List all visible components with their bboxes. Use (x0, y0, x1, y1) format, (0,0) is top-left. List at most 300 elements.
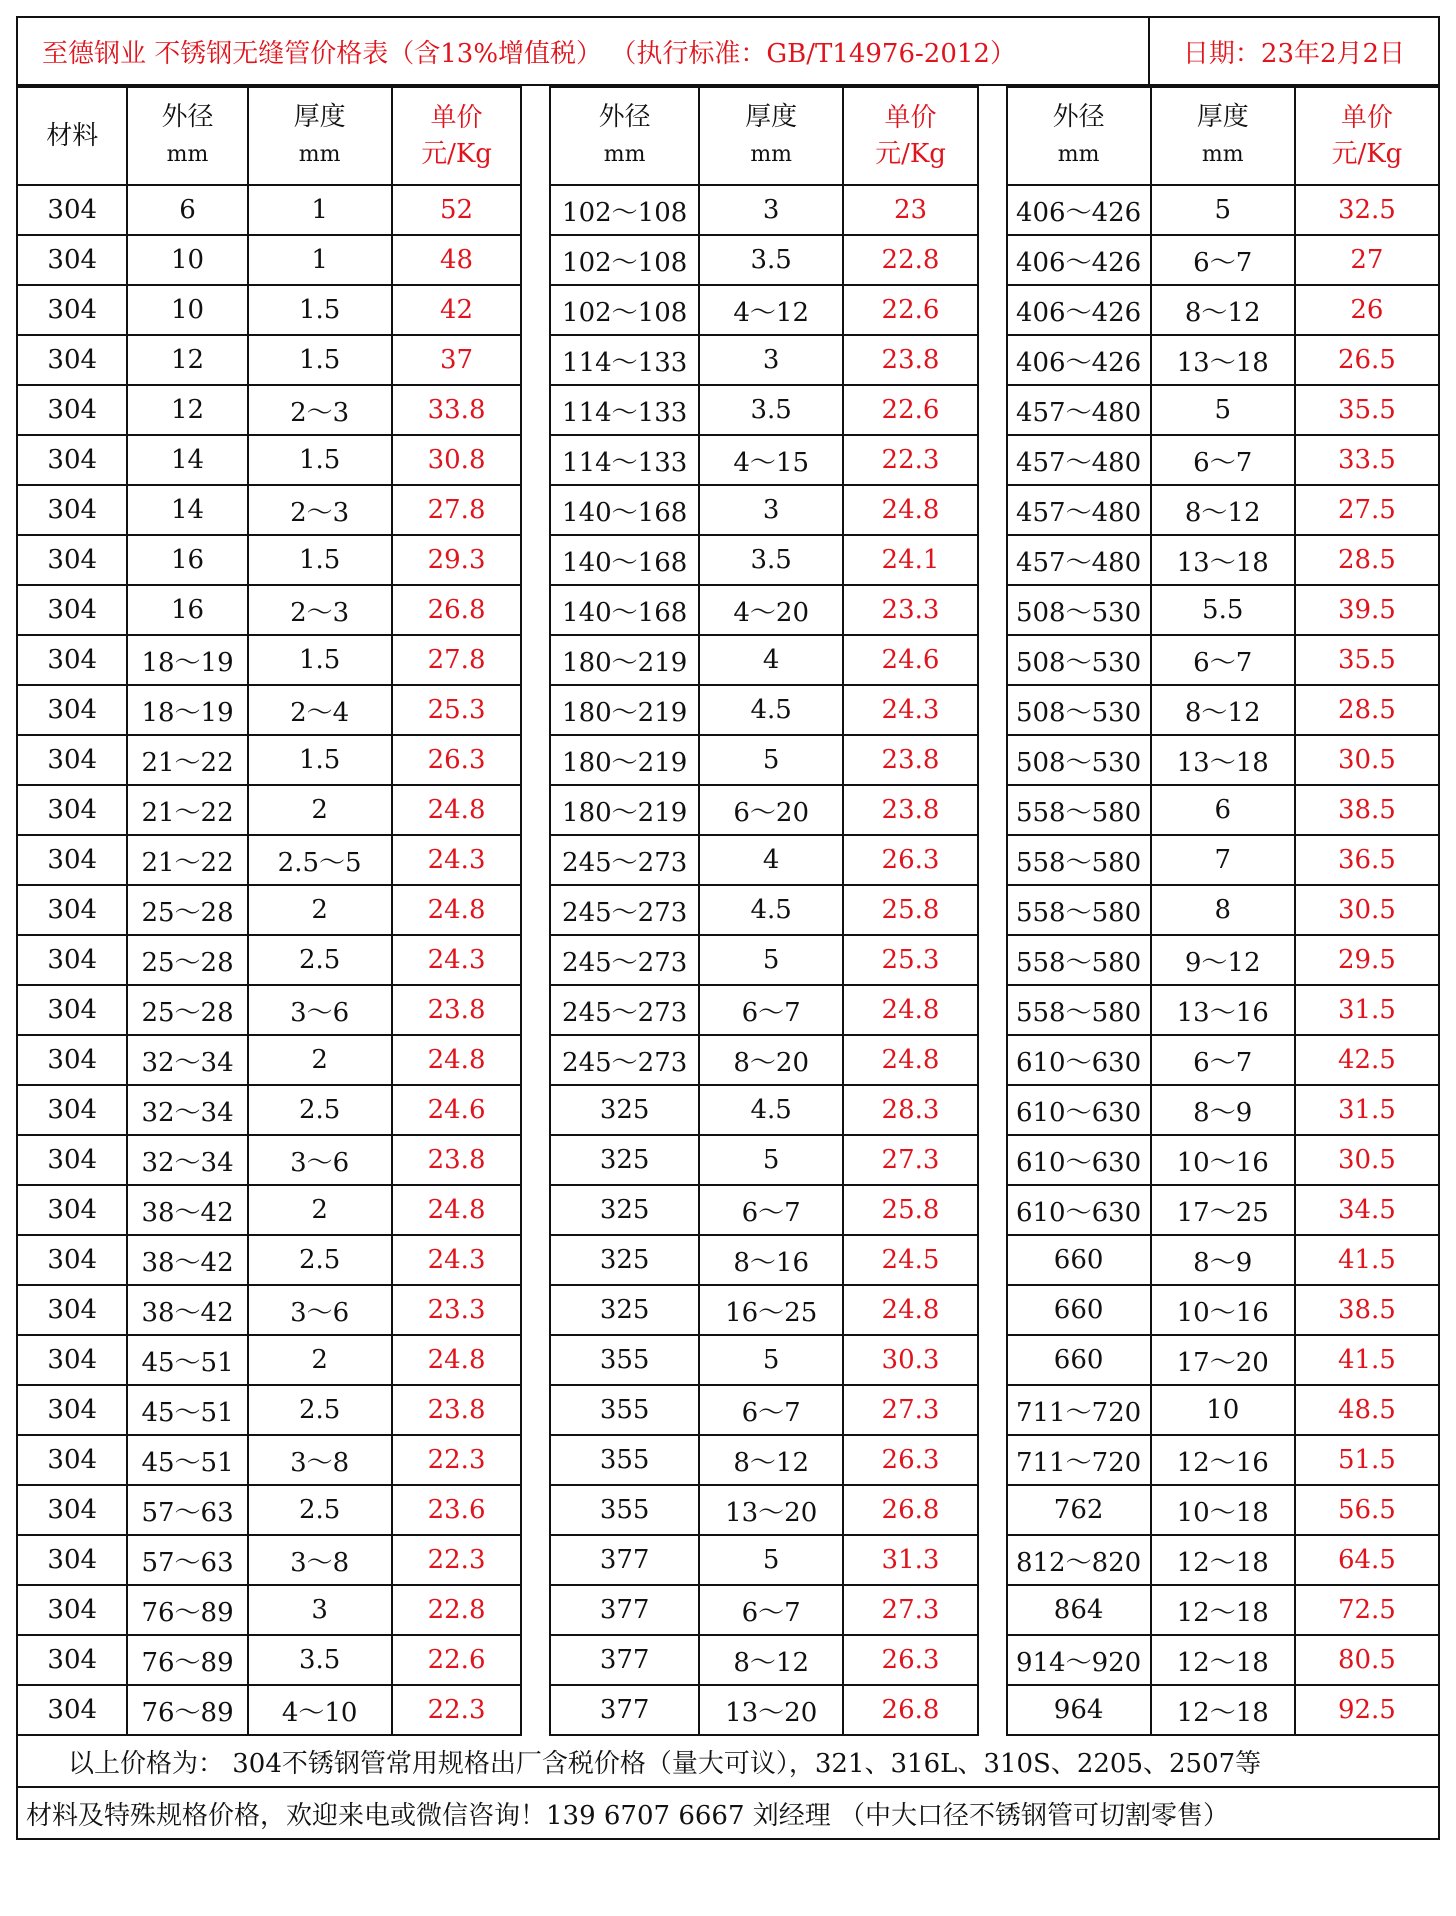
od-cell: 457～480 (1007, 535, 1151, 585)
thickness-cell: 8～16 (699, 1235, 843, 1285)
price-cell: 31.5 (1295, 1085, 1439, 1135)
material-cell: 304 (17, 985, 127, 1035)
price-cell: 24.8 (392, 1335, 522, 1385)
price-cell: 23 (843, 185, 978, 235)
od-cell: 10 (127, 285, 247, 335)
column-gap (978, 885, 1007, 935)
thickness-cell: 3 (699, 185, 843, 235)
column-gap (978, 1585, 1007, 1635)
price-cell: 38.5 (1295, 1285, 1439, 1335)
table-row (17, 285, 1439, 335)
od-cell: 76～89 (127, 1585, 247, 1635)
column-gap (521, 1535, 550, 1585)
table-row (17, 1685, 1439, 1735)
od-cell: 25～28 (127, 985, 247, 1035)
thickness-cell: 1.5 (248, 435, 392, 485)
column-gap (978, 1485, 1007, 1535)
price-cell: 22.6 (843, 285, 978, 335)
thickness-cell: 5 (1151, 185, 1295, 235)
title-bar (16, 16, 1440, 86)
material-cell: 304 (17, 435, 127, 485)
column-gap (978, 985, 1007, 1035)
material-cell: 304 (17, 1635, 127, 1685)
price-cell: 27.3 (843, 1135, 978, 1185)
od-cell: 377 (550, 1635, 699, 1685)
thickness-cell: 17～20 (1151, 1335, 1295, 1385)
column-gap (521, 1135, 550, 1185)
price-cell: 30.8 (392, 435, 522, 485)
header-od: 外径 mm (1007, 87, 1151, 185)
thickness-cell: 1.5 (248, 635, 392, 685)
column-gap (521, 885, 550, 935)
thickness-cell: 6～7 (699, 1385, 843, 1435)
thickness-cell: 3～6 (248, 1135, 392, 1185)
thickness-cell: 3～6 (248, 1285, 392, 1335)
thickness-cell: 2.5 (248, 1235, 392, 1285)
od-cell: 610～630 (1007, 1085, 1151, 1135)
table-row (17, 1385, 1439, 1435)
od-cell: 245～273 (550, 835, 699, 885)
thickness-cell: 4 (699, 835, 843, 885)
thickness-cell: 5 (699, 1335, 843, 1385)
price-cell: 26.3 (843, 1435, 978, 1485)
price-cell: 23.8 (392, 1385, 522, 1435)
thickness-cell: 2.5 (248, 1385, 392, 1435)
price-cell: 23.8 (392, 985, 522, 1035)
thickness-cell: 4 (699, 635, 843, 685)
material-cell: 304 (17, 335, 127, 385)
od-cell: 355 (550, 1435, 699, 1485)
price-cell: 42 (392, 285, 522, 335)
column-gap (978, 1435, 1007, 1485)
column-gap (521, 435, 550, 485)
thickness-cell: 8～20 (699, 1035, 843, 1085)
material-cell: 304 (17, 185, 127, 235)
price-cell: 64.5 (1295, 1535, 1439, 1585)
price-cell: 28.5 (1295, 535, 1439, 585)
thickness-cell: 2～3 (248, 385, 392, 435)
thickness-cell: 4.5 (699, 1085, 843, 1135)
thickness-cell: 5 (699, 1535, 843, 1585)
thickness-cell: 12～18 (1151, 1535, 1295, 1585)
thickness-cell: 3.5 (699, 385, 843, 435)
price-cell: 24.8 (843, 485, 978, 535)
od-cell: 610～630 (1007, 1185, 1151, 1235)
price-cell: 33.8 (392, 385, 522, 435)
header-thickness: 厚度 mm (1151, 87, 1295, 185)
price-cell: 24.3 (392, 935, 522, 985)
thickness-cell: 13～18 (1151, 335, 1295, 385)
price-cell: 80.5 (1295, 1635, 1439, 1685)
price-cell: 22.6 (392, 1635, 522, 1685)
price-cell: 26.3 (392, 735, 522, 785)
thickness-cell: 6～7 (1151, 635, 1295, 685)
material-cell: 304 (17, 1335, 127, 1385)
price-cell: 27.8 (392, 485, 522, 535)
price-cell: 33.5 (1295, 435, 1439, 485)
table-row (17, 1085, 1439, 1135)
price-cell: 27 (1295, 235, 1439, 285)
column-gap (521, 1435, 550, 1485)
column-gap (521, 485, 550, 535)
header-thickness: 厚度 mm (699, 87, 843, 185)
column-gap (978, 87, 1007, 185)
price-cell: 23.8 (843, 735, 978, 785)
price-cell: 24.1 (843, 535, 978, 585)
table-row (17, 735, 1439, 785)
material-cell: 304 (17, 1285, 127, 1335)
price-cell: 30.5 (1295, 885, 1439, 935)
column-gap (978, 1235, 1007, 1285)
column-gap (978, 1085, 1007, 1135)
od-cell: 377 (550, 1685, 699, 1735)
price-cell: 51.5 (1295, 1435, 1439, 1485)
price-cell: 48.5 (1295, 1385, 1439, 1435)
od-cell: 457～480 (1007, 435, 1151, 485)
table-row (17, 385, 1439, 435)
column-gap (978, 1335, 1007, 1385)
thickness-cell: 2～3 (248, 585, 392, 635)
footer-note-2: 材料及特殊规格价格，欢迎来电或微信咨询！139 6707 6667 刘经理 （中大口径不锈钢管可切割零售） (16, 1788, 1440, 1840)
table-row (17, 635, 1439, 685)
thickness-cell: 4～15 (699, 435, 843, 485)
price-cell: 31.3 (843, 1535, 978, 1585)
od-cell: 140～168 (550, 485, 699, 535)
material-cell: 304 (17, 935, 127, 985)
column-gap (978, 635, 1007, 685)
column-gap (521, 1685, 550, 1735)
price-cell: 30.5 (1295, 1135, 1439, 1185)
table-row (17, 1285, 1439, 1335)
material-cell: 304 (17, 1685, 127, 1735)
column-gap (978, 1635, 1007, 1685)
od-cell: 406～426 (1007, 285, 1151, 335)
material-cell: 304 (17, 235, 127, 285)
thickness-cell: 13～20 (699, 1685, 843, 1735)
thickness-cell: 10～16 (1151, 1285, 1295, 1335)
column-gap (521, 1635, 550, 1685)
material-cell: 304 (17, 1585, 127, 1635)
od-cell: 325 (550, 1285, 699, 1335)
od-cell: 355 (550, 1485, 699, 1535)
thickness-cell: 2～4 (248, 685, 392, 735)
table-row (17, 785, 1439, 835)
od-cell: 12 (127, 335, 247, 385)
od-cell: 16 (127, 535, 247, 585)
table-row (17, 185, 1439, 235)
thickness-cell: 8～12 (1151, 685, 1295, 735)
thickness-cell: 2.5 (248, 1485, 392, 1535)
column-gap (978, 385, 1007, 435)
price-cell: 27.5 (1295, 485, 1439, 535)
table-row (17, 435, 1439, 485)
od-cell: 457～480 (1007, 485, 1151, 535)
material-cell: 304 (17, 1385, 127, 1435)
od-cell: 558～580 (1007, 885, 1151, 935)
od-cell: 245～273 (550, 935, 699, 985)
thickness-cell: 8～9 (1151, 1085, 1295, 1135)
thickness-cell: 12～18 (1151, 1585, 1295, 1635)
table-row (17, 1135, 1439, 1185)
od-cell: 140～168 (550, 585, 699, 635)
od-cell: 245～273 (550, 1035, 699, 1085)
thickness-cell: 8～12 (699, 1435, 843, 1485)
od-cell: 102～108 (550, 235, 699, 285)
column-gap (978, 185, 1007, 235)
table-row (17, 335, 1439, 385)
column-gap (521, 1385, 550, 1435)
od-cell: 325 (550, 1235, 699, 1285)
material-cell: 304 (17, 1485, 127, 1535)
thickness-cell: 8～12 (1151, 285, 1295, 335)
table-row (17, 1485, 1439, 1535)
table-row (17, 935, 1439, 985)
thickness-cell: 3 (699, 335, 843, 385)
thickness-cell: 5.5 (1151, 585, 1295, 635)
thickness-cell: 2.5 (248, 1085, 392, 1135)
thickness-cell: 2 (248, 785, 392, 835)
od-cell: 914～920 (1007, 1635, 1151, 1685)
column-gap (521, 735, 550, 785)
material-cell: 304 (17, 685, 127, 735)
thickness-cell: 2.5～5 (248, 835, 392, 885)
price-cell: 26.8 (843, 1685, 978, 1735)
material-cell: 304 (17, 585, 127, 635)
table-header-row (17, 87, 1439, 185)
od-cell: 25～28 (127, 885, 247, 935)
thickness-cell: 5 (1151, 385, 1295, 435)
od-cell: 57～63 (127, 1535, 247, 1585)
table-row (17, 685, 1439, 735)
thickness-cell: 12～18 (1151, 1685, 1295, 1735)
column-gap (978, 335, 1007, 385)
price-cell: 29.3 (392, 535, 522, 585)
price-cell: 24.8 (392, 1035, 522, 1085)
material-cell: 304 (17, 735, 127, 785)
column-gap (521, 585, 550, 635)
thickness-cell: 12～18 (1151, 1635, 1295, 1685)
price-cell: 23.8 (843, 335, 978, 385)
thickness-cell: 10 (1151, 1385, 1295, 1435)
od-cell: 377 (550, 1535, 699, 1585)
thickness-cell: 13～18 (1151, 535, 1295, 585)
table-row (17, 835, 1439, 885)
price-sheet (16, 16, 1440, 1840)
column-gap (521, 1285, 550, 1335)
material-cell: 304 (17, 835, 127, 885)
od-cell: 14 (127, 435, 247, 485)
material-cell: 304 (17, 535, 127, 585)
price-cell: 32.5 (1295, 185, 1439, 235)
od-cell: 325 (550, 1185, 699, 1235)
od-cell: 660 (1007, 1235, 1151, 1285)
table-row (17, 1635, 1439, 1685)
price-cell: 26 (1295, 285, 1439, 335)
price-cell: 48 (392, 235, 522, 285)
od-cell: 102～108 (550, 285, 699, 335)
header-thickness: 厚度 mm (248, 87, 392, 185)
material-cell: 304 (17, 785, 127, 835)
column-gap (978, 235, 1007, 285)
column-gap (978, 685, 1007, 735)
od-cell: 508～530 (1007, 635, 1151, 685)
material-cell: 304 (17, 1035, 127, 1085)
thickness-cell: 6～20 (699, 785, 843, 835)
price-cell: 26.3 (843, 835, 978, 885)
price-cell: 24.8 (392, 785, 522, 835)
header-material: 材料 (17, 87, 127, 185)
header-od: 外径 mm (550, 87, 699, 185)
price-cell: 24.3 (392, 835, 522, 885)
thickness-cell: 6～7 (699, 1585, 843, 1635)
thickness-cell: 13～18 (1151, 735, 1295, 785)
od-cell: 32～34 (127, 1085, 247, 1135)
od-cell: 964 (1007, 1685, 1151, 1735)
od-cell: 558～580 (1007, 785, 1151, 835)
price-cell: 25.3 (392, 685, 522, 735)
price-cell: 24.3 (392, 1235, 522, 1285)
price-cell: 23.8 (843, 785, 978, 835)
thickness-cell: 2 (248, 1335, 392, 1385)
thickness-cell: 8～9 (1151, 1235, 1295, 1285)
price-cell: 35.5 (1295, 385, 1439, 435)
thickness-cell: 8～12 (699, 1635, 843, 1685)
price-cell: 26.5 (1295, 335, 1439, 385)
column-gap (978, 735, 1007, 785)
price-cell: 23.3 (843, 585, 978, 635)
material-cell: 304 (17, 1185, 127, 1235)
price-cell: 41.5 (1295, 1335, 1439, 1385)
thickness-cell: 1.5 (248, 335, 392, 385)
od-cell: 406～426 (1007, 235, 1151, 285)
od-cell: 406～426 (1007, 185, 1151, 235)
thickness-cell: 1 (248, 235, 392, 285)
od-cell: 355 (550, 1335, 699, 1385)
table-row (17, 1335, 1439, 1385)
thickness-cell: 6～7 (1151, 435, 1295, 485)
od-cell: 508～530 (1007, 585, 1151, 635)
table-row (17, 1035, 1439, 1085)
price-cell: 35.5 (1295, 635, 1439, 685)
thickness-cell: 4～20 (699, 585, 843, 635)
thickness-cell: 2.5 (248, 935, 392, 985)
thickness-cell: 1.5 (248, 735, 392, 785)
price-cell: 22.3 (392, 1685, 522, 1735)
thickness-cell: 8 (1151, 885, 1295, 935)
od-cell: 660 (1007, 1285, 1151, 1335)
price-cell: 24.8 (392, 1185, 522, 1235)
table-row (17, 985, 1439, 1035)
table-row (17, 1185, 1439, 1235)
price-cell: 25.3 (843, 935, 978, 985)
od-cell: 558～580 (1007, 835, 1151, 885)
thickness-cell: 2 (248, 1035, 392, 1085)
sheet-date: 日期：23年2月2日 (1182, 38, 1406, 69)
thickness-cell: 3 (699, 485, 843, 535)
od-cell: 180～219 (550, 735, 699, 785)
thickness-cell: 1 (248, 185, 392, 235)
column-gap (521, 1085, 550, 1135)
od-cell: 558～580 (1007, 985, 1151, 1035)
column-gap (978, 1135, 1007, 1185)
thickness-cell: 6～7 (1151, 1035, 1295, 1085)
price-cell: 24.8 (843, 985, 978, 1035)
thickness-cell: 3～8 (248, 1435, 392, 1485)
od-cell: 610～630 (1007, 1035, 1151, 1085)
od-cell: 114～133 (550, 385, 699, 435)
od-cell: 45～51 (127, 1385, 247, 1435)
column-gap (978, 1535, 1007, 1585)
column-gap (521, 1035, 550, 1085)
od-cell: 864 (1007, 1585, 1151, 1635)
thickness-cell: 6～7 (1151, 235, 1295, 285)
column-gap (521, 835, 550, 885)
od-cell: 508～530 (1007, 735, 1151, 785)
thickness-cell: 9～12 (1151, 935, 1295, 985)
thickness-cell: 8～12 (1151, 485, 1295, 535)
od-cell: 508～530 (1007, 685, 1151, 735)
od-cell: 377 (550, 1585, 699, 1635)
header-price: 单价 元/Kg (392, 87, 522, 185)
column-gap (978, 535, 1007, 585)
price-cell: 24.8 (843, 1035, 978, 1085)
price-cell: 22.8 (392, 1585, 522, 1635)
material-cell: 304 (17, 885, 127, 935)
od-cell: 16 (127, 585, 247, 635)
od-cell: 32～34 (127, 1035, 247, 1085)
column-gap (521, 985, 550, 1035)
table-row (17, 235, 1439, 285)
column-gap (521, 785, 550, 835)
thickness-cell: 5 (699, 735, 843, 785)
price-cell: 42.5 (1295, 1035, 1439, 1085)
column-gap (521, 285, 550, 335)
price-cell: 23.3 (392, 1285, 522, 1335)
column-gap (521, 1485, 550, 1535)
price-cell: 22.6 (843, 385, 978, 435)
column-gap (521, 335, 550, 385)
price-cell: 26.3 (843, 1635, 978, 1685)
column-gap (521, 935, 550, 985)
thickness-cell: 3～6 (248, 985, 392, 1035)
price-cell: 29.5 (1295, 935, 1439, 985)
thickness-cell: 1.5 (248, 535, 392, 585)
od-cell: 21～22 (127, 735, 247, 785)
thickness-cell: 12～16 (1151, 1435, 1295, 1485)
od-cell: 6 (127, 185, 247, 235)
thickness-cell: 3.5 (699, 535, 843, 585)
thickness-cell: 16～25 (699, 1285, 843, 1335)
thickness-cell: 4～10 (248, 1685, 392, 1735)
price-cell: 25.8 (843, 885, 978, 935)
thickness-cell: 4～12 (699, 285, 843, 335)
price-cell: 25.8 (843, 1185, 978, 1235)
price-cell: 22.8 (843, 235, 978, 285)
thickness-cell: 6 (1151, 785, 1295, 835)
od-cell: 76～89 (127, 1635, 247, 1685)
price-cell: 24.6 (843, 635, 978, 685)
price-cell: 30.3 (843, 1335, 978, 1385)
od-cell: 180～219 (550, 635, 699, 685)
thickness-cell: 1.5 (248, 285, 392, 335)
thickness-cell: 13～16 (1151, 985, 1295, 1035)
column-gap (521, 635, 550, 685)
material-cell: 304 (17, 1535, 127, 1585)
thickness-cell: 4.5 (699, 885, 843, 935)
od-cell: 25～28 (127, 935, 247, 985)
od-cell: 762 (1007, 1485, 1151, 1535)
column-gap (978, 935, 1007, 985)
